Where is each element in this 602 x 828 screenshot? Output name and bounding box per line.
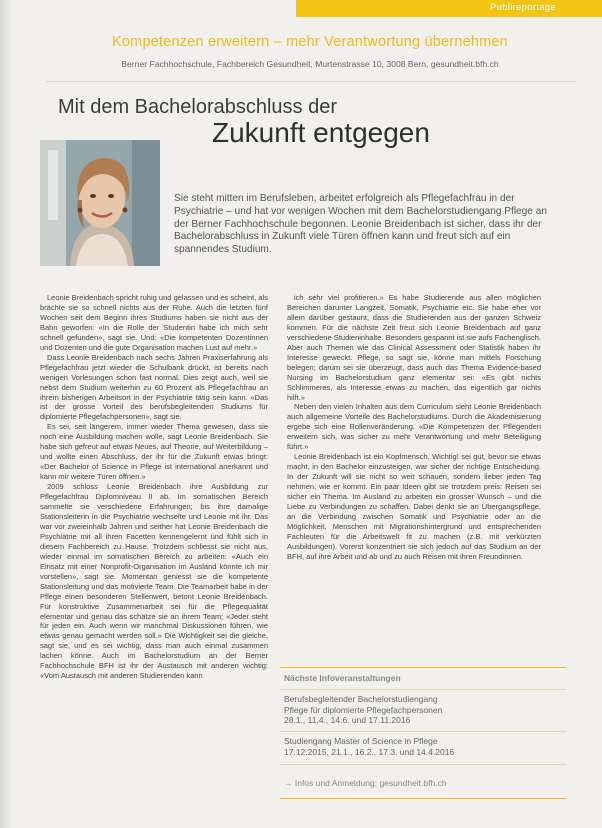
scan-shadow (0, 0, 14, 828)
divider (280, 731, 566, 732)
paragraph: 2009 schloss Leonie Breidenbach ihre Ausbildung zur Pflegefachfrau Diplomniveau II ab. Im somatischen Bereich sammelte sie verschiedene Erfahrungen; bis ihre damalige Stationsleiterin in die Psychiatrie wechselte und Leonie mit ihr. Das war vor zweieinhalb Jahren und seither hat Leonie Breidenbach die Psychiatrie mit all ihren Facetten kennengelernt und fühlt sich in diesem Fachbereich zu Hause. Trotzdem schliesst sie nicht aus, wieder einmal im somatischen Bereich zu arbeiten: «Auch ein Einsatz mit einer Nonprofit-Organisation im Ausland könnte ich mir vorstellen», sagt sie. Momentan geniesst sie die kompetente Stationsleitung und das motivierte Team. Die Teamarbeit habe in der Pflege einen besonderen Stellenwert, betont Leonie Breidenbach. Für konstruktive Zusammenarbeit sei für die Pflegequalität elementar und genau das schätze sie an ihrem Team; «Jeder steht für jeden ein. Auch wenn wir manchmal Diskussionen führen, wie etwas genau gemacht werden soll.» Die Wichtigkeit sei die gleiche, sagt sie, und es sei wichtig, dass man auch einmal zusammen lachen könne. Auch im Bachelorstudium an der Berner Fachhochschule BFH ist ihr der Austausch mit anderen wichtig: «Vom Austausch mit anderen Studierenden kann (40, 482, 268, 681)
portrait-illustration (40, 140, 160, 266)
headline-line-1: Mit dem Bachelorabschluss der (58, 96, 338, 118)
article-column-1 (40, 293, 268, 681)
portrait-photo (40, 140, 160, 266)
info-event-bachelor (284, 694, 562, 726)
paragraph: Es sei, seit längerem, immer wieder Thema gewesen, dass sie noch eine Ausbildung machen wolle, sagt Leonie Breidenbach. Sie habe sich gefreut auf etwas Neues, auf Theorie, auf Weiterbildung – und wollte einen Abschluss, der ihr für die Zukunft etwas bringt: «Der Bachelor of Science in Pflege ist international anerkannt und kann mir weitere Türen öffnen.» (40, 422, 268, 482)
kicker: Kompetenzen erweitern – mehr Verantwortung übernehmen (112, 34, 508, 50)
headline-line-2: Zukunft entgegen (212, 117, 430, 148)
paragraph: Leonie Breidenbach spricht ruhig und gelassen und es scheint, als brächte sie so schnell nichts aus der Ruhe. Auch die letzten fünf Wochen seit dem Beginn ihres Studiums haben sie nicht aus der Bahn geworfen: «In die Rolle der Studentin habe ich mich sehr schnell gefunden», sagt sie. Und: «Die kompetenten Dozentinnen und Dozenten und die gute Organisation machen Lust auf mehr.» (40, 293, 268, 352)
info-event-master (284, 736, 562, 757)
divider (46, 81, 576, 82)
event-dates: 28.1., 11.4., 14.6. und 17.11.2016 (284, 715, 411, 726)
section-tag: Publireportage (490, 2, 556, 13)
event-title-line: Studiengang Master of Science in Pflege (284, 736, 438, 746)
paragraph: Neben den vielen Inhalten aus dem Curriculum sieht Leonie Breidenbach auch allgemeine Vorteile des Bachelorstudiums. Durch die Akademisierung ergebe sich eine Rollenveränderung. «Die Kompetenzen der Pflegenden erweitern sich, was sicher zu mehr Verantwortung und mehr Beteiligung führt.» (287, 402, 541, 452)
paragraph: Leonie Breidenbach ist ein Kopfmensch. Wichtig! sei gut, bevor sie etwas macht, in den Bachelor einzusteigen, war sicher der richtige Entscheidung. In der Zukunft will sie nicht so weit schauen, sondern lieber jeden Tag nehmen, wie er kommt. Ein paar Ideen gibt sie trotzdem preis: Reisen sei sicher ein Thema. Im Ausland zu arbeiten ein grosser Wunsch – und die Liebe zu Verbindungen zu schaffen. Dabei denkt sie an Übergangspflege, an die Verbindung zwischen Somatik und Psychiatrie oder an die Möglichkeit, Menschen mit Migrationshintergrund und entsprechenden Fachleuten für die Arbeitswelt fit zu machen (z.B. mit verkürzten Ausbildungen). Vorerst konzentriert sie sich jedoch auf das Studium an der BFH, auf ihre Arbeit und ab und zu auch Reisen mit ihren Freundinnen. (287, 452, 541, 561)
event-dates: 17.12.2015, 21.1., 16.2., 17.3. und 14.4.2016 (284, 746, 455, 757)
address-line: Berner Fachhochschule, Fachbereich Gesundheit, Murtenstrasse 10, 3008 Bern, gesundheit.bfh.ch (121, 59, 499, 69)
section-tag-bar (296, 0, 602, 17)
divider (280, 689, 566, 690)
registration-link[interactable]: → Infos und Anmeldung: gesundheit.bfh.ch (284, 778, 447, 788)
info-box-title: Nächste Infoveranstaltungen (284, 673, 401, 683)
lead-paragraph: Sie steht mitten im Berufsleben, arbeitet erfolgreich als Pflegefachfrau in der Psychiatrie – und hat vor wenigen Wochen mit dem Bachelorstudiengang Pflege an der Berner Fachhochschule begonnen. Leonie Breidenbach ist sicher, dass ihr der Bachelorabschluss in Zukunft viele Türen öffnen kann und freut sich auf ein spannendes Studium. (174, 193, 547, 256)
info-events-box (280, 667, 566, 799)
paragraph: ich sehr viel profitieren.» Es habe Studierende aus allen möglichen Bereichen darunter Langzeit, Somatik, Psychiatrie etc. Sie habe eher vor allem darüber gestaunt, dass die Studierenden aus der ganzen Schweiz kommen. Für die nächste Zeit freut sich Leonie Breidenbach auf ganz verschiedene Studieninhalte. Besonders gespannt ist sie aufs Fachenglisch. Aber auch Themen wie das Clinical Assessment oder Statistik haben ihr Interesse geweckt. Pflege, so sagt sie, könne man mittels Forschung belegen; darum sei sie überzeugt, dass auch das Thema Evidence-based Nursing im Bachelorstudium ganz elementar sei: «Es gibt nichts Schlimmeres, als Interesse etwas zu machen, das eigentlich gar nichts hilft.» (287, 293, 541, 402)
event-title-line: Berufsbegleitender Bachelorstudiengang (284, 694, 438, 704)
divider (280, 764, 566, 765)
paragraph: Dass Leonie Breidenbach nach sechs Jahren Praxiserfahrung als Pflegefachfrau jetzt wieder die Schulbank drückt, ist bereits nach wenigen Vorlesungen schon fast normal. Dies zeigt auch, weil sie nebst dem Studium weiterhin zu 60 Prozent als Pflegefachfrau an ihrem bisherigen Arbeitsort in der Psychiatrie tätig sein kann. «Das ist der grosse Vorteil des berufsbegleitenden Studiums für diplomierte Pflegefachpersonen», sagt sie. (40, 352, 268, 422)
event-title-line: Pflege für diplomierte Pflegefachpersonen (284, 704, 443, 715)
article-column-2 (287, 293, 541, 562)
